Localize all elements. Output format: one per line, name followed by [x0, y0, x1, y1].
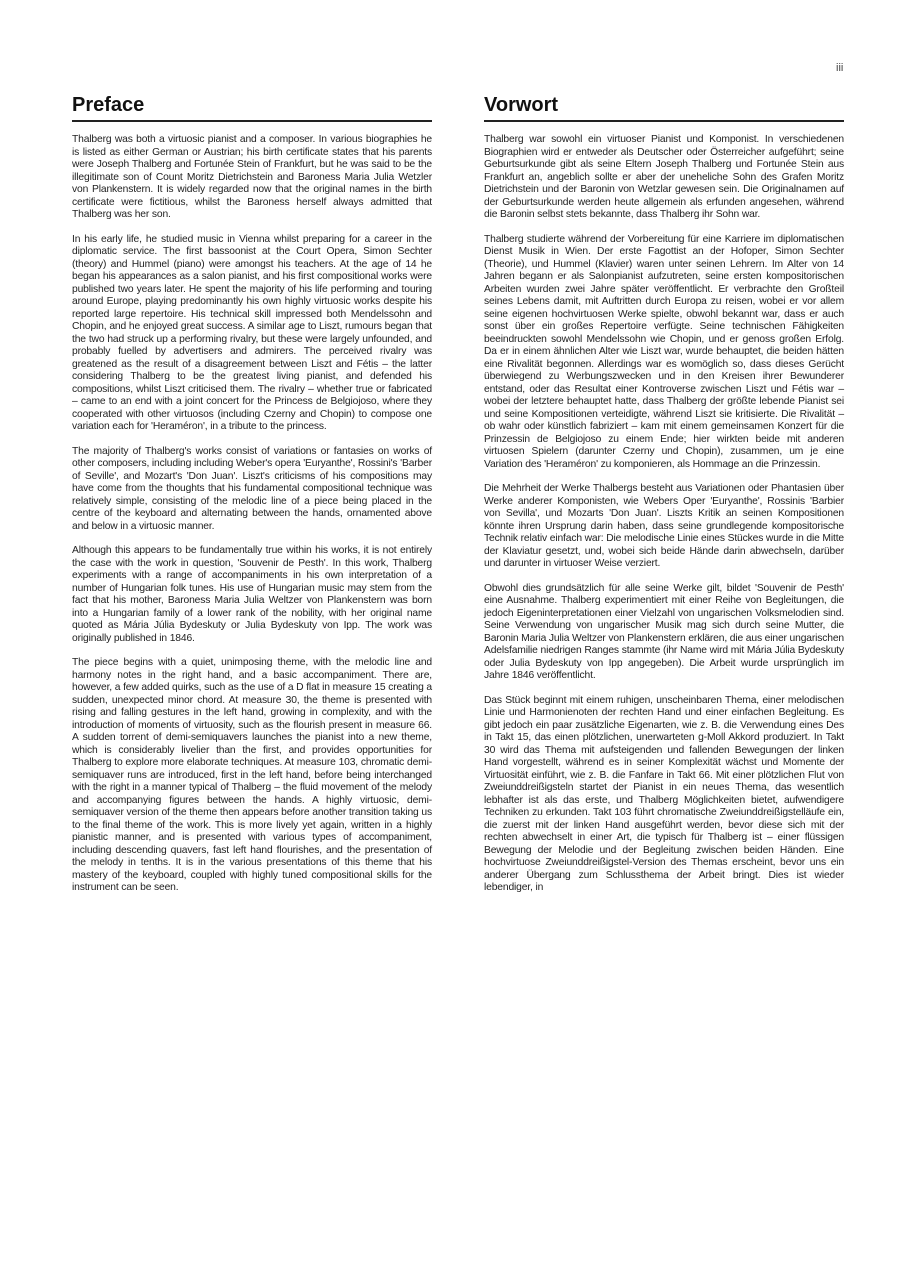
preface-paragraph-3: The majority of Thalberg's works consist of variations or fantasies on works of other composers, including including Weber's opera 'Euryanthe', Rossini's 'Barber of Seville', and Mozart's 'Don Juan'. Liszt's criticisms of his compositions may have come from the thoughts that his fundamental compositional technique was relatively simple, consisting of the melodic line of a piece being placed in the centre of the keyboard and alternating between the hands, ornamented above and below in a virtuosic manner. [72, 445, 432, 532]
vorwort-paragraph-4: Obwohl dies grundsätzlich für alle seine Werke gilt, bildet 'Souvenir de Pesth' eine Ausnahme. Thalberg experimentiert mit einer Reihe von Begleitungen, die jedoch Eigeninterpretationen einer Vielzahl von ungarischen Volksmelodien sind. Seine Verwendung von ungarischer Musik mag sich durch seine Mutter, die Baronin Maria Julia Weltzer von Plankenstern erklären, die aus einer ungarischen Adelsfamilie niedrigen Ranges stammte (ihr Name wird mit Mária Júlia Bydeskuty oder Julia Bydeskuty von Ipp angegeben). Die Arbeit wurde ursprünglich im Jahre 1846 veröffentlicht. [484, 582, 844, 681]
vorwort-column [484, 92, 844, 907]
preface-column [72, 92, 432, 907]
preface-paragraph-5: The piece begins with a quiet, unimposing theme, with the melodic line and harmony notes in the right hand, and a basic accompaniment. There are, however, a few added quirks, such as the use of a D flat in measure 15 creating a sudden, unexpected minor chord. At measure 30, the theme is presented with rising and falling gestures in the left hand, growing in complexity, and with the introduction of moments of virtuosity, such as the flourish present in measure 66. A sudden torrent of demi-semiquavers launches the pianist into a new theme, which is considerably livelier than the first, and provides opportunities for Thalberg to explore more elaborate techniques. At measure 103, chromatic demi-semiquaver runs are introduced, first in the left hand, before being interchanged with the right in a manner typical of Thalberg – the fluid movement of the melody and accompanying figures between the hands. A highly virtuosic, demi-semiquaver version of the theme then appears before another transition taking us to the final theme of the work. This is more lively yet again, written in a highly pianistic manner, and is presented with various types of accompaniment, including descending quavers, fast left hand flourishes, and the presentation of the melody in tenths. It is in the various presentations of this theme that his mastery of the keyboard, coupled with highly tuned compositional skills for the instrument can be seen. [72, 657, 432, 893]
preface-paragraph-2: In his early life, he studied music in Vienna whilst preparing for a career in the diplomatic service. The first bassoonist at the Court Opera, Simon Sechter (theory) and Hummel (piano) were amongst his teachers. At the age of 14 he began his appearances as a salon pianist, and his first compositional works were published two years later. He spent the majority of his life performing and touring around Europe, playing predominantly his own highly virtuosic works despite his reported large repertoire. His technical skill impressed both Mendelssohn and Chopin, and he enjoyed great success. A similar age to Liszt, rumours began that the two had struck up a performing rivalry, but these were largely unfounded, and probably fuelled by advertisers and admirers. The perceived rivalry was greatened as the result of a disagreement between Liszt and Fétis – the latter considering Thalberg to be the greatest living pianist, and defended his compositions, whilst Liszt criticised them. The rivalry – whether true or fabricated – came to an end with a joint concert for the Princess de Belgiojoso, where they cooperated with other virtuosos (including Czerny and Chopin) to compose one variation each for 'Heraméron', in a tribute to the princess. [72, 233, 432, 432]
preface-paragraph-1: Thalberg was both a virtuosic pianist and a composer. In various biographies he is listed as either German or Austrian; his birth certificate states that his parents were Joseph Thalberg and Fortunée Stein of Frankfurt, but he was said to be the illegitimate son of Count Moritz Dietrichstein and Baroness Maria Julia Wetzler von Plankenstern. It is widely regarded now that the original names in the birth certificate were fictitious, whilst the Baroness herself always admitted that Thalberg was her son. [72, 134, 432, 220]
page-number: iii [836, 62, 844, 74]
preface-title-rule [72, 120, 432, 122]
vorwort-paragraph-2: Thalberg studierte während der Vorbereitung für eine Karriere im diplomatischen Dienst Musik in Wien. Der erste Fagottist an der Hofoper, Simon Sechter (Theorie), und Hummel (Klavier) waren unter seinen Lehrern. Im Alter von 14 Jahren begann er als Salonpianist aufzutreten, seine ersten kompositorischen Arbeiten wurden zwei Jahre später veröffentlicht. Er verbrachte den Großteil seines Lebens damit, mit Auftritten durch Europa zu reisen, wobei er vor allem seine eigenen hochvirtuosen Werke spielte, obwohl bekannt war, dass er auch sonst über ein großes Repertoire verfügte. Seine technischen Fähigkeiten beeindruckten sowohl Mendelssohn wie Chopin, und er genoss großen Erfolg. Da er in einem ähnlichen Alter wie Liszt war, wurde behauptet, die beiden hätten eine Rivalität begonnen. Allerdings war es womöglich so, dass dieses Gerücht überwiegend zu Werbungszwecken und in den Kreisen ihrer Bewunderer entstand, oder das Resultat einer Kontroverse zwischen Liszt und Fétis war – wobei der letztere behauptet hatte, dass Thalberg der größte lebende Pianist sei und seine Kompositionen verteidigte, während Liszt sie kritisierte. Die Rivalität – ob wahr oder künstlich fabriziert – kam mit einem gemeinsamen Konzert für die Prinzessin de Belgiojoso zu einem Ende; hier wirkten beide mit anderen virtuosen Spielern (darunter Czerny und Chopin), zusammen, um je eine Variation des 'Heraméron' zu komponieren, als Hommage an die Prinzessin. [484, 233, 844, 470]
vorwort-paragraph-5: Das Stück beginnt mit einem ruhigen, unscheinbaren Thema, einer melodischen Linie und Harmonienoten der rechten Hand und einer einfachen Begleitung. Es gibt jedoch ein paar zusätzliche Eigenarten, wie z. B. die Verwendung eines Des in Takt 15, das einen plötzlichen, unerwarteten g-Moll Akkord produziert. In Takt 30 wird das Thema mit aufsteigenden und fallenden Bewegungen der linken Hand vorgestellt, während es in seiner Komplexität wächst und Momente der Virtuosität einführt, wie z. B. die Fanfare in Takt 66. Mit einer plötzlichen Flut von Zweiunddreißigsteln startet der Pianist in ein neues Thema, das wesentlich lebhafter ist als das erste, und Thalberg Möglichkeiten bietet, aufwendigere Techniken zu erkunden. Takt 103 führt chromatische Zweiunddreißigstelläufe ein, die zuerst mit der linken Hand ausgeführt werden, bevor diese sich mit der rechten abwechselt in einer Art, die typisch für Thalberg ist – einer flüssigen Bewegung der Melodie und der Begleitung zwischen beiden Händen. Eine hochvirtuose Zweiunddreißigstel-Version des Themas erscheint, bevor uns ein anderer Übergang zum Schlussthema der Arbeit bringt. Dies ist wieder lebendiger, in [484, 694, 844, 893]
vorwort-title: Vorwort [484, 94, 559, 116]
vorwort-paragraph-1: Thalberg war sowohl ein virtuoser Pianist und Komponist. In verschiedenen Biographien wird er entweder als Deutscher oder Österreicher aufgeführt; seine Geburtsurkunde gibt als seine Eltern Joseph Thalberg und Fortunée Stein aus Frankfurt an, angeblich sollte er aber der uneheliche Sohn des Grafen Moritz Dietrichstein und der Baronin von Wetzlar gewesen sein. Die Originalnamen auf der Geburtsurkunde werden heute allgemein als erfunden angesehen, während die Baronin selbst stets bekannte, dass Thalberg ihr Sohn war. [484, 134, 844, 220]
vorwort-title-rule [484, 120, 844, 122]
vorwort-paragraph-3: Die Mehrheit der Werke Thalbergs besteht aus Variationen oder Phantasien über Werke anderer Komponisten, wie Webers Oper 'Euryanthe', Rossinis 'Barbier von Sevilla', und Mozarts 'Don Juan'. Liszts Kritik an seinen Kompositionen könnte ihren Ursprung darin haben, dass seine grundlegende kompositorische Technik relativ einfach war: Die melodische Linie eines Stückes wurde in die Mitte der Klaviatur gesetzt, und, wobei sich beide Hände darin abwechseln, darüber und darunter in virtuoser Weise verziert. [484, 483, 844, 569]
preface-paragraph-4: Although this appears to be fundamentally true within his works, it is not entirely the case with the work in question, 'Souvenir de Pesth'. In this work, Thalberg experiments with a range of accompaniments in his own interpretation of a number of Hungarian folk tunes. His use of Hungarian music may stem from the fact that his mother, Baroness Maria Julia Weltzer von Plankenstern was born into a Hungarian family of a lower rank of the nobility, with her original name quoted as Mária Júlia Bydeskuty or Julia Bydeskuty von Ipp. The work was originally published in 1846. [72, 545, 432, 644]
preface-title: Preface [72, 94, 145, 116]
